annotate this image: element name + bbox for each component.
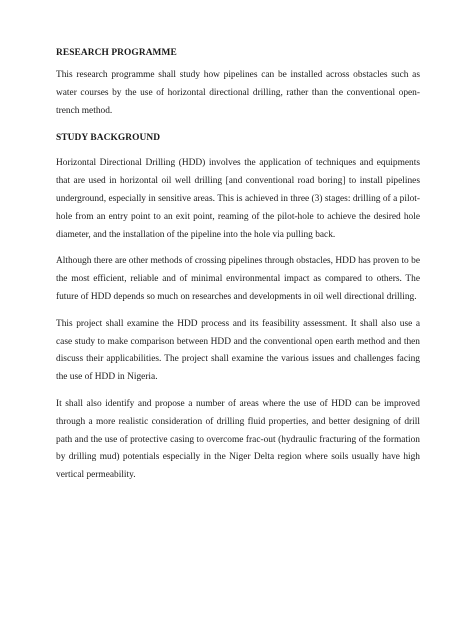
paragraph-research-programme: This research programme shall study how pipelines can be installed across obstacles such as water courses by the use of horizontal directional drilling, rather than the conventional open-trench method. <box>56 70 420 116</box>
paragraph-project-scope: This project shall examine the HDD process and its feasibility assessment. It shall also use a case study to make comparison between HDD and the conventional open earth method and then discuss their applicabilities. The project shall examine the various issues and challenges facing the use of HDD in Nigeria. <box>56 318 420 383</box>
paragraph-hdd-definition: Horizontal Directional Drilling (HDD) involves the application of techniques and equipments that are used in horizontal oil well drilling [and conventional road boring] to install pipelines underground, especially in sensitive areas. This is achieved in three (3) stages: drilling of a pilot-hole from an entry point to an exit point, reaming of the pilot-hole to achieve the desired hole diameter, and the installation of the pipeline into the hole via pulling back. <box>56 158 420 240</box>
paragraph-hdd-efficiency: Although there are other methods of crossing pipelines through obstacles, HDD has proven to be the most efficient, reliable and of minimal environmental impact as compared to others. The future of HDD depends so much on researches and developments in oil well directional drilling. <box>56 256 420 302</box>
paragraph-improvements: It shall also identify and propose a number of areas where the use of HDD can be improved through a more realistic consideration of drilling fluid properties, and better designing of drill path and the use of protective casing to overcome frac-out (hydraulic fracturing of the formation by drilling mud) potentials especially in the Niger Delta region where soils usually have high vertical permeability. <box>56 398 420 481</box>
document-page <box>56 46 420 485</box>
section-heading-research-programme: RESEARCH PROGRAMME <box>56 48 177 58</box>
section-heading-study-background: STUDY BACKGROUND <box>56 133 161 144</box>
